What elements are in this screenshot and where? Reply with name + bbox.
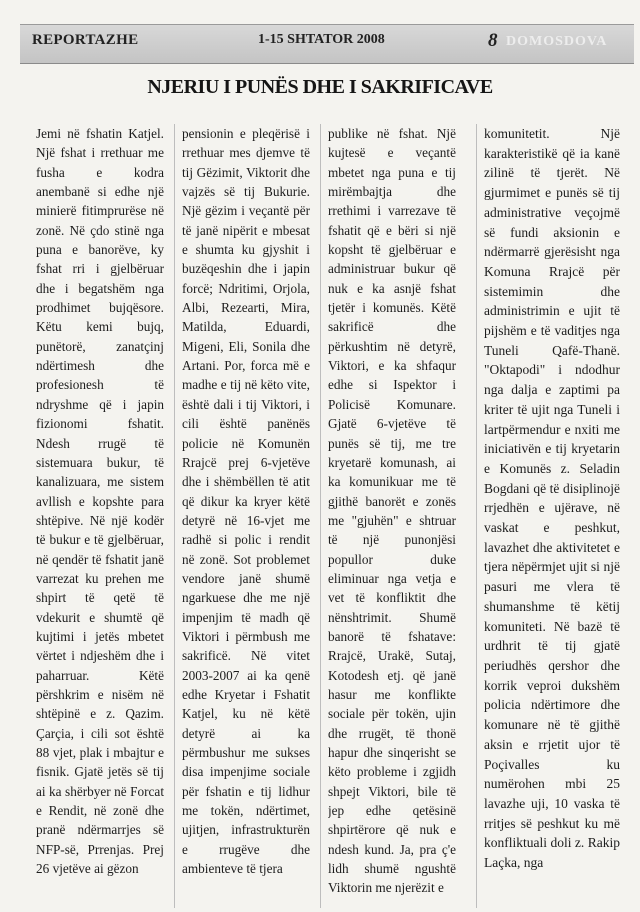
column-divider: [320, 124, 321, 908]
article-column-1: [36, 124, 164, 910]
article-column-2: [182, 124, 310, 910]
column-divider: [174, 124, 175, 908]
column-divider: [476, 124, 477, 908]
column-text: komunitetit. Një karakteristikë që ia kanë zilinë të tjerët. Në gjurmimet e punës së tij administrative veçojmë së fundi aksionin e ndërmarrë gjerësisht nga Komuna Rrajcë për sistemimin dhe administrimin e ujit të pijshëm e të vaditjes nga Tuneli Qafë-Thanë. "Oktapodi" i ndodhur nga dalja e zaptimi pa kriter të ujit nga Tuneli i lartpërmendur e nxiti me iniciativën e tij kryetarin e Komunës z. Seladin Bogdani që të disiplinojë rrjedhën e ujërave, në vaskat e peshkut, lavazhet dhe aktivitetet e tjera nëpërmjet ujit si një pasuri me vlera të shumanshme të këtij komuniteti. Në bazë të urdhrit të tij gjatë periudhës qershor dhe korrik veproi dukshëm policia ndërtimore dhe komunare në të gjithë aksin e rrjetit ujor të Poçivalles ku numërohen mbi 25 lavazhe uji, 10 vaska të rritjes së peshkut ku më konfliktuali doli z. Rakip Laçka, nga: [484, 126, 620, 871]
section-label: REPORTAZHE: [32, 32, 139, 48]
page-number: 8: [488, 30, 498, 51]
column-text: publike në fshat. Një kujtesë e veçantë mbetet nga puna e tij mirëmbajtja dhe rrethimi i varrezave të fshatit që e bëri si një kopsht të gjelbëruar e administruar bukur që nuk e ka asnjë fshat tjetër i komunës. Këtë sakrificë dhe përkushtim në detyrë, Viktori, e ka shfaqur edhe si Ispektor i Policisë Komunare. Gjatë 6-vjetëve të punës së tij, me tre kryetarë komunash, ai ka komunikuar me të gjithë banorët e zonës me "gjuhën" e shtruar të një punonjësi popullor duke eliminuar nga vetja e vet të konfliktit dhe nënshtrimit. Shumë banorë të fshatave: Rrajcë, Urakë, Sutaj, Kotodesh etj. që janë hasur me konflikte sociale për tokën, ujin dhe rrugët, të thonë hapur dhe sinqerisht se këto probleme i zgjidh shpejt Viktori, bile të jep edhe qetësinë shpirtërore që nuk e ndesh kund. Ja, pra ç'e lidh shumë ngushtë Viktorin me njerëzit e: [328, 126, 456, 896]
publication-name: DOMOSDOVA: [506, 34, 608, 49]
headline: NJERIU I PUNËS DHE I SAKRIFICAVE: [147, 76, 493, 98]
article-column-3: [328, 124, 456, 910]
column-text: pensionin e pleqërisë i rrethuar mes djemve të tij Gëzimit, Viktorit dhe vajzës së tij Bukurie. Një gëzim i veçantë për të janë nipërit e mbesat e shumta ku gjyshit i buzëqeshin dhe i japin forcë; Ndritimi, Orjola, Albi, Rezearti, Mira, Matilda, Eduardi, Migeni, Eli, Sonila dhe Artani. Por, forca më e madhe e tij në këto vite, është dali i tij Viktori, i cili është panënës policie në Komunën Rrajcë prej 6-vjetëve dhe i shëmbëllen të atit që dikur ka kryer këtë detyrë në 16-vjet me radhë si polic i rendit në zonë. Sot problemet vendore janë shumë ngarkuese dhe me një impenjim të madh që Viktori i përmbush me sakrificë. Në vitet 2003-2007 ai ka qenë edhe Kryetar i Fshatit Katjel, ku në këtë detyrë ai ka përmbushur me sukses disa impenjime sociale për fshatin e tij lidhur me tokën, ndërtimet, ujitjen, infrastrukturën e rrugëve dhe ambienteve të tjera: [182, 126, 310, 877]
article-column-4: [484, 124, 620, 910]
issue-date: 1-15 SHTATOR 2008: [258, 32, 385, 47]
column-text: Jemi në fshatin Katjel. Një fshat i rrethuar me fusha e kodra anembanë si edhe një minierë fitimprurëse në zonë. Në çdo stinë nga puna e banorëve, ky fshat rri i gjelbëruar dhe i begatshëm nga prodhimet bujqësore. Këtu kemi bujq, punëtorë, zanatçinj ndërtimesh dhe profesionesh të ndryshme që i japin fizionomi fshatit. Ndesh rrugë të sistemuara bukur, të kanalizuara, me sistem avllish e kopshte para shtëpive. Në një kodër të bukur e të gjelbëruar, në qendër të fshatit janë varrezat ku prehen me shpirt të qetë të vdekurit e shumtë që kujtimi i jetës mbetet vërtet i ndjeshëm dhe i paharruar. Këtë përshkrim e nisëm në shtëpinë e z. Qazim. Çarçia, i cili sot është 88 vjet, plak i mbajtur e fisnik. Gjatë jetës së tij ai ka shërbyer në Forcat e Rendit, në zonë dhe pranë ndërmarrjes së NFP-së, Prrenjas. Prej 26 vjetëve ai gëzon: [36, 126, 164, 877]
